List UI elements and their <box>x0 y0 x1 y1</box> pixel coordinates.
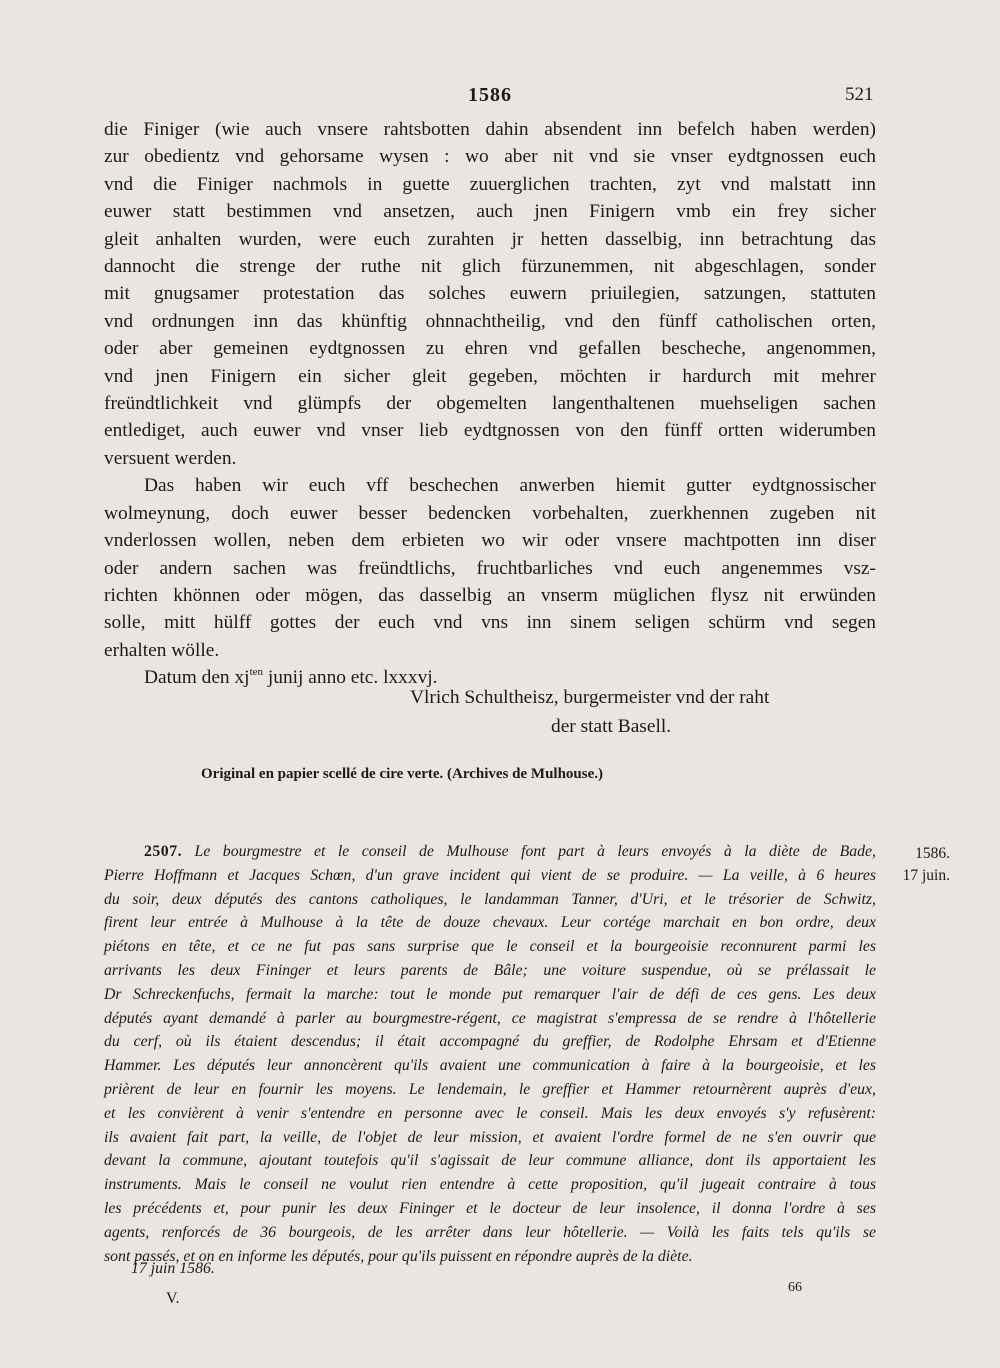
letter-body <box>104 116 876 692</box>
entry-number: 2507. <box>144 843 183 860</box>
entry-line: députés ayant demandé à parler au bourgmestre-régent, ce magistrat s'empressa de se rendre à l'hôtellerie <box>104 1009 876 1027</box>
signature-line: Vlrich Schultheisz, burgermeister vnd der raht <box>410 687 770 708</box>
letter-line: versuent werden. <box>104 447 237 469</box>
entry-line <box>104 840 876 864</box>
signature-mark: V. <box>166 1290 180 1307</box>
entry-line: et les convièrent à venir s'entendre en personne avec le conseil. Mais les deux envoyés s'y refusèrent: <box>104 1104 876 1122</box>
page-number: 521 <box>845 84 874 105</box>
sheet-number: 66 <box>788 1280 802 1295</box>
letter-line: oder aber gemeinen eydtgnossen zu ehren vnd gefallen bescheche, angenommen, <box>104 338 876 360</box>
entry-line: ils avaient fait part, la veille, de l'objet de leur mission, et avaient l'ordre formel de ne s'en ouvrir que <box>104 1128 876 1146</box>
letter-line: vnd die Finiger nachmols in guette zuuerglichen trachten, zyt vnd malstatt inn <box>104 173 876 195</box>
letter-line: oder andern sachen was freündtlichs, fruchtbarliches vnd euch angenemmes vsz- <box>104 557 876 579</box>
letter-line: richten khönnen oder mögen, das dasselbig an vnserm müglichen flysz nit erwünden <box>104 584 876 606</box>
datum-text-end: junij anno etc. lxxxvj. <box>263 667 438 689</box>
header-year: 1586 <box>468 84 512 106</box>
entry-line: Pierre Hoffmann et Jacques Schœn, d'un grave incident qui vient de se produire. — La veille, à 6 heures <box>104 866 876 884</box>
signature-line: der statt Basell. <box>551 716 672 737</box>
letter-line: zur obedientz vnd gehorsame wysen : wo aber nit vnd sie vnser eydtgnossen euch <box>104 146 876 168</box>
letter-line: solle, mitt hülff gottes der euch vnd vns inn sinem seligen schürm vnd segen <box>104 612 876 634</box>
entry-first-line: Le bourgmestre et le conseil de Mulhouse font part à leurs envoyés à la diète de Bade, <box>194 843 877 860</box>
margin-date <box>900 843 950 887</box>
letter-line: entlediget, auch euwer vnd vnser lieb eydtgnossen von den fünff ortten widerumben <box>104 420 876 442</box>
letter-line: wolmeynung, doch euwer besser bedencken vorbehalten, zuerkhennen zugeben nit <box>104 502 876 524</box>
datum-text: Datum den xj <box>144 667 250 689</box>
letter-line: die Finiger (wie auch vnsere rahtsbotten dahin absendent inn befelch haben werden) <box>104 119 876 140</box>
entry-line: Hammer. Les députés leur annoncèrent qu'ils avaient une communication à faire à la bourgeoisie, et les <box>104 1057 876 1075</box>
letter-line: gleit anhalten wurden, were euch zurahten jr hetten dasselbig, inn betrachtung das <box>104 228 876 250</box>
letter-line: mit gnugsamer protestation das solches euwern priuilegien, satzungen, stattuten <box>104 283 876 305</box>
margin-day: 17 juin. <box>902 867 950 884</box>
entry-date: 17 juin 1586. <box>131 1260 215 1277</box>
entry-line: firent leur entrée à Mulhouse à la tête de douze chevaux. Leur cortége marchait en bon ordre, deux <box>104 914 876 932</box>
source-note: Original en papier scellé de cire verte. (Archives de Mulhouse.) <box>201 766 604 782</box>
entry-line: Dr Schreckenfuchs, fermait la marche: tout le monde put remarquer l'air de défi de ces gens. Les deux <box>104 985 876 1003</box>
entry-line: instruments. Mais le conseil ne voulut rien entendre à cette proposition, qu'il jugeait contraire à tous <box>104 1176 876 1194</box>
entry-line: sont passés, et on en informe les députés, pour qu'ils puissent en répondre auprès de la diète. <box>104 1247 693 1265</box>
entry-line: agents, renforcés de 36 bourgeois, de les arrêter dans leur hôtellerie. — Voilà les faits tels qu'ils se <box>104 1223 876 1241</box>
letter-line: vnd ordnungen inn das khünftig ohnnachtheilig, vnd den fünff catholischen orten, <box>104 310 876 332</box>
letter-line: euwer statt bestimmen vnd ansetzen, auch jnen Finigern vmb ein frey sicher <box>104 201 876 223</box>
letter-line: dannocht die strenge der ruthe nit glich fürzunemmen, nit abgeschlagen, sonder <box>104 256 876 278</box>
datum-superscript: ten <box>249 666 264 679</box>
entry-line: prièrent de leur en fournir les moyens. Le lendemain, le greffier et Hammer retournèrent auprès d'eux, <box>104 1080 876 1098</box>
letter-line: Das haben wir euch vff beschechen anwerben hiemit gutter eydtgnossischer <box>144 475 876 497</box>
letter-line: erhalten wölle. <box>104 639 220 661</box>
margin-year: 1586. <box>915 845 950 862</box>
entry-summary <box>104 840 876 1268</box>
entry-line: devant la commune, ajoutant toutefois qu'il s'agissait de leur commune alliance, dont ils apportaient les <box>104 1152 876 1170</box>
letter-line: vnd jnen Finigern ein sicher gleit gegeben, möchten ir hardurch mit mehrer <box>104 365 876 387</box>
entry-line: du soir, deux députés des cantons catholiques, le landamman Tanner, d'Uri, et le trésorier de Schwitz, <box>104 890 876 908</box>
letter-line: freündtlichkeit vnd glümpfs der obgemelten langenthaltenen muehseligen sachen <box>104 393 876 415</box>
entry-line: les précédents et, pour punir les deux Fininger et le docteur de leur insolence, il donna l'ordre à ses <box>104 1199 876 1217</box>
entry-line: du cerf, où ils étaient descendus; il était accompagné du greffier, de Rodolphe Ehrsam et d'Etienne <box>104 1033 876 1051</box>
letter-line: vnderlossen wollen, neben dem erbieten wo wir oder vnsere machtpotten inn diser <box>104 530 876 552</box>
entry-line: arrivants les deux Fininger et leurs parents de Bâle; une voiture suspendue, où se prélassait le <box>104 961 876 979</box>
entry-line: piétons en tête, et ce ne fut pas sans surprise que le conseil et la bourgeoisie reconnurent parmi les <box>104 938 876 956</box>
